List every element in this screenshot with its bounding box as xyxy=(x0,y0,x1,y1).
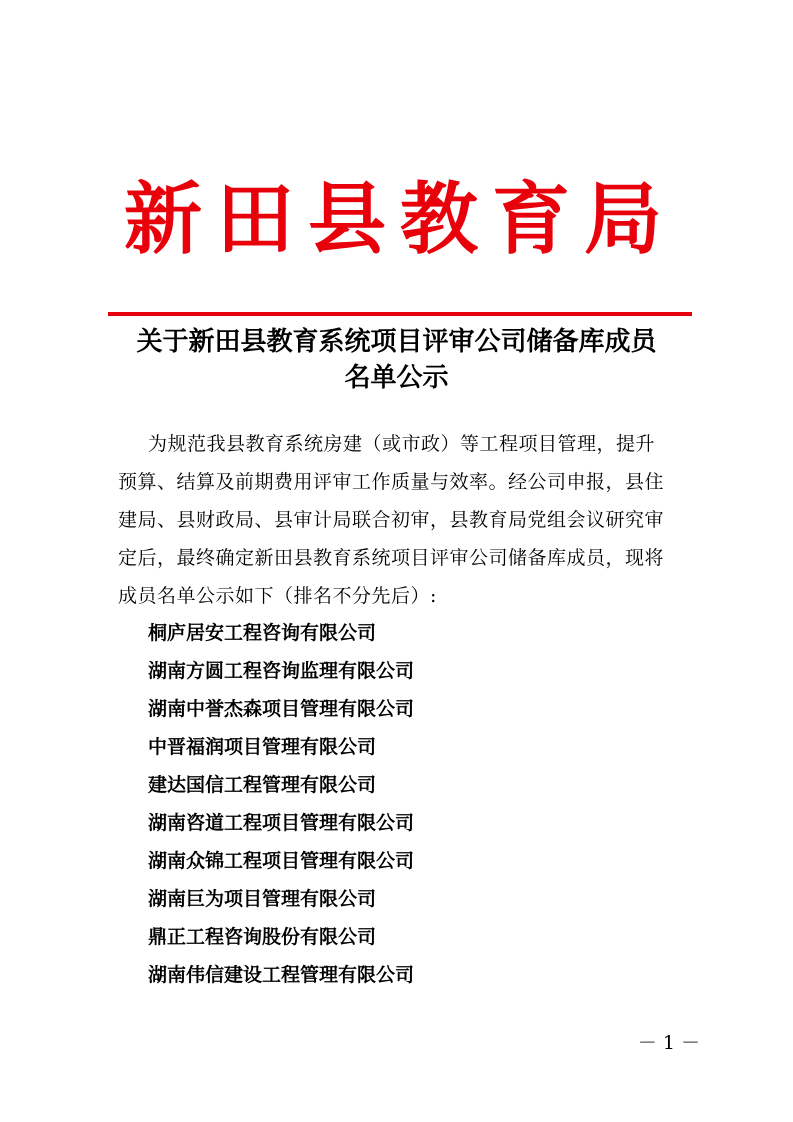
body-line: 定后，最终确定新田县教育系统项目评审公司储备库成员，现将 xyxy=(118,547,665,569)
company-item: 湖南方圆工程咨询监理有限公司 xyxy=(148,660,415,682)
document-title-line-1: 关于新田县教育系统项目评审公司储备库成员 xyxy=(136,327,657,357)
body-line: 建局、县财政局、县审计局联合初审，县教育局党组会议研究审 xyxy=(118,509,665,531)
page-number: － 1 － xyxy=(637,1032,700,1054)
company-item: 湖南众锦工程项目管理有限公司 xyxy=(148,850,415,872)
company-item: 湖南巨为项目管理有限公司 xyxy=(148,888,377,910)
document-title xyxy=(90,324,703,396)
company-item: 桐庐居安工程咨询有限公司 xyxy=(148,622,377,644)
company-item: 中晋福润项目管理有限公司 xyxy=(148,736,377,758)
company-item: 鼎正工程咨询股份有限公司 xyxy=(148,926,377,948)
company-item: 建达国信工程管理有限公司 xyxy=(148,774,377,796)
body-line: 为规范我县教育系统房建（或市政）等工程项目管理，提升 xyxy=(148,433,656,455)
company-item: 湖南中誉杰森项目管理有限公司 xyxy=(148,698,415,720)
document-title-line-2: 名单公示 xyxy=(344,363,449,393)
red-divider-line xyxy=(108,312,692,316)
company-item: 湖南伟信建设工程管理有限公司 xyxy=(148,964,415,986)
body-paragraph xyxy=(118,425,698,615)
body-line: 预算、结算及前期费用评审工作质量与效率。经公司申报，县住 xyxy=(118,471,665,493)
company-item: 湖南咨道工程项目管理有限公司 xyxy=(148,812,415,834)
body-line: 成员名单公示如下（排名不分先后）: xyxy=(118,585,437,607)
org-header: 新田县教育局 xyxy=(123,174,676,265)
company-list xyxy=(148,614,648,994)
